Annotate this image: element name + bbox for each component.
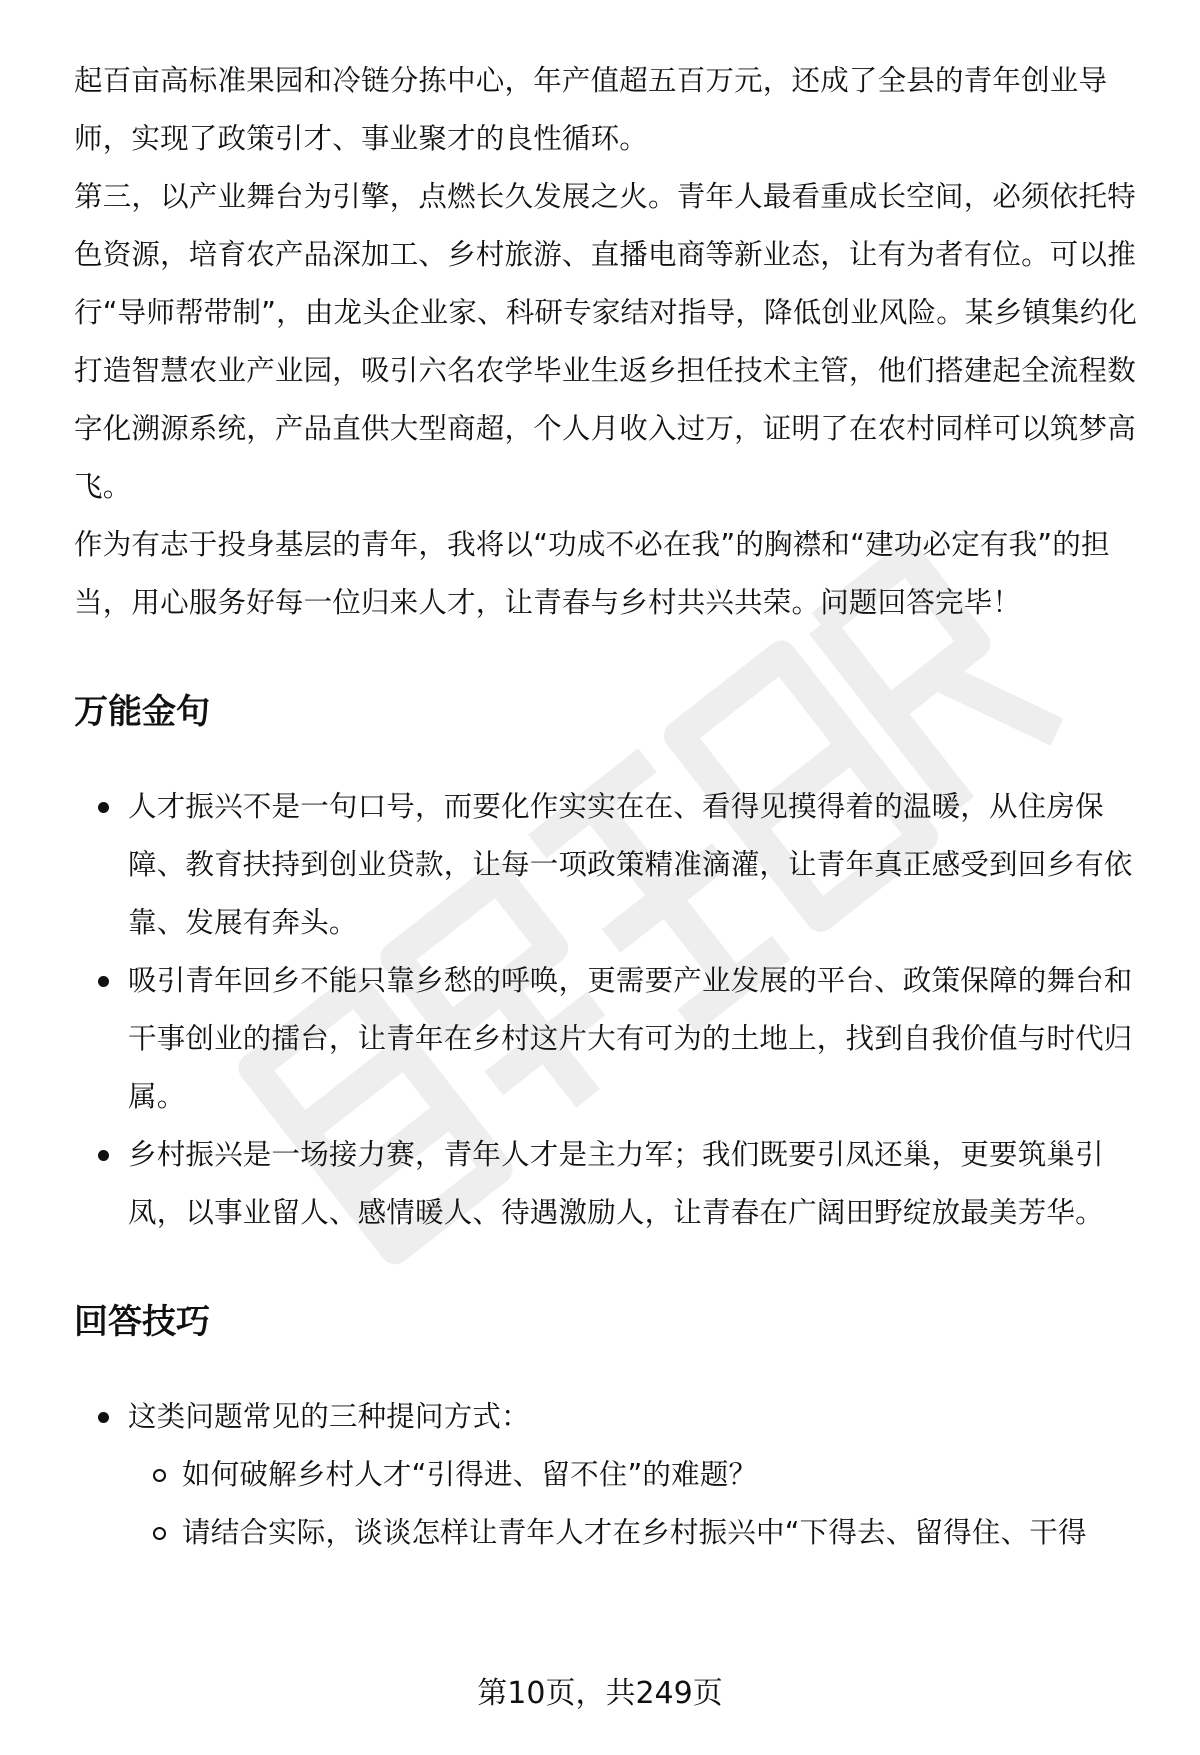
paragraph: 起百亩高标准果园和冷链分拣中心，年产值超五百万元，还成了全县的青年创业导师，实现了政策引才、事业聚才的良性循环。 xyxy=(74,64,1108,155)
bullet-icon xyxy=(98,976,109,987)
bullet-icon xyxy=(98,1150,109,1161)
paragraph: 作为有志于投身基层的青年，我将以“功成不必在我”的胸襟和“建功必定有我”的担当，用心服务好每一位归来人才，让青春与乡村共兴共荣。问题回答完毕！ xyxy=(74,528,1110,619)
list-item-text: 乡村振兴是一场接力赛，青年人才是主力军；我们既要引凤还巢，更要筑巢引凤，以事业留人、感情暖人、待遇激励人，让青春在广阔田野绽放最美芳华。 xyxy=(128,1138,1104,1229)
list-item xyxy=(128,952,1154,1126)
sub-list-item xyxy=(182,1446,1154,1504)
list-item-text: 这类问题常见的三种提问方式： xyxy=(128,1400,530,1433)
list-item xyxy=(128,1126,1154,1242)
list-item xyxy=(128,778,1154,952)
bullet-list xyxy=(74,1388,1154,1562)
sub-list xyxy=(128,1446,1154,1562)
list-item-text: 人才振兴不是一句口号，而要化作实实在在、看得见摸得着的温暖，从住房保障、教育扶持到创业贷款，让每一项政策精准滴灌，让青年真正感受到回乡有依靠、发展有奔头。 xyxy=(128,790,1133,939)
section-heading: 回答技巧 xyxy=(74,1302,210,1342)
sub-list-item-text: 请结合实际，谈谈怎样让青年人才在乡村振兴中“下得去、留得住、干得 xyxy=(182,1516,1087,1549)
document-body xyxy=(74,52,1154,1562)
hollow-bullet-icon xyxy=(153,1469,166,1482)
sub-list-item xyxy=(182,1504,1154,1562)
bullet-icon xyxy=(98,802,109,813)
bullet-icon xyxy=(98,1412,109,1423)
section-heading: 万能金句 xyxy=(74,692,210,732)
list-item-text: 吸引青年回乡不能只靠乡愁的呼唤，更需要产业发展的平台、政策保障的舞台和干事创业的擂台，让青年在乡村这片大有可为的土地上，找到自我价值与时代归属。 xyxy=(128,964,1133,1113)
page-number: 第10页，共249页 xyxy=(477,1676,723,1711)
hollow-bullet-icon xyxy=(153,1527,166,1540)
bullet-list xyxy=(74,778,1154,1242)
sub-list-item-text: 如何破解乡村人才“引得进、留不住”的难题？ xyxy=(182,1458,758,1491)
paragraph: 第三，以产业舞台为引擎，点燃长久发展之火。青年人最看重成长空间，必须依托特色资源，培育农产品深加工、乡村旅游、直播电商等新业态，让有为者有位。可以推行“导师帮带制”，由龙头企业家、科研专家结对指导，降低创业风险。某乡镇集约化打造智慧农业产业园，吸引六名农学毕业生返乡担任技术主管，他们搭建起全流程数字化溯源系统，产品直供大型商超，个人月收入过万，证明了在农村同样可以筑梦高飞。 xyxy=(74,180,1138,503)
list-item xyxy=(128,1388,1154,1562)
